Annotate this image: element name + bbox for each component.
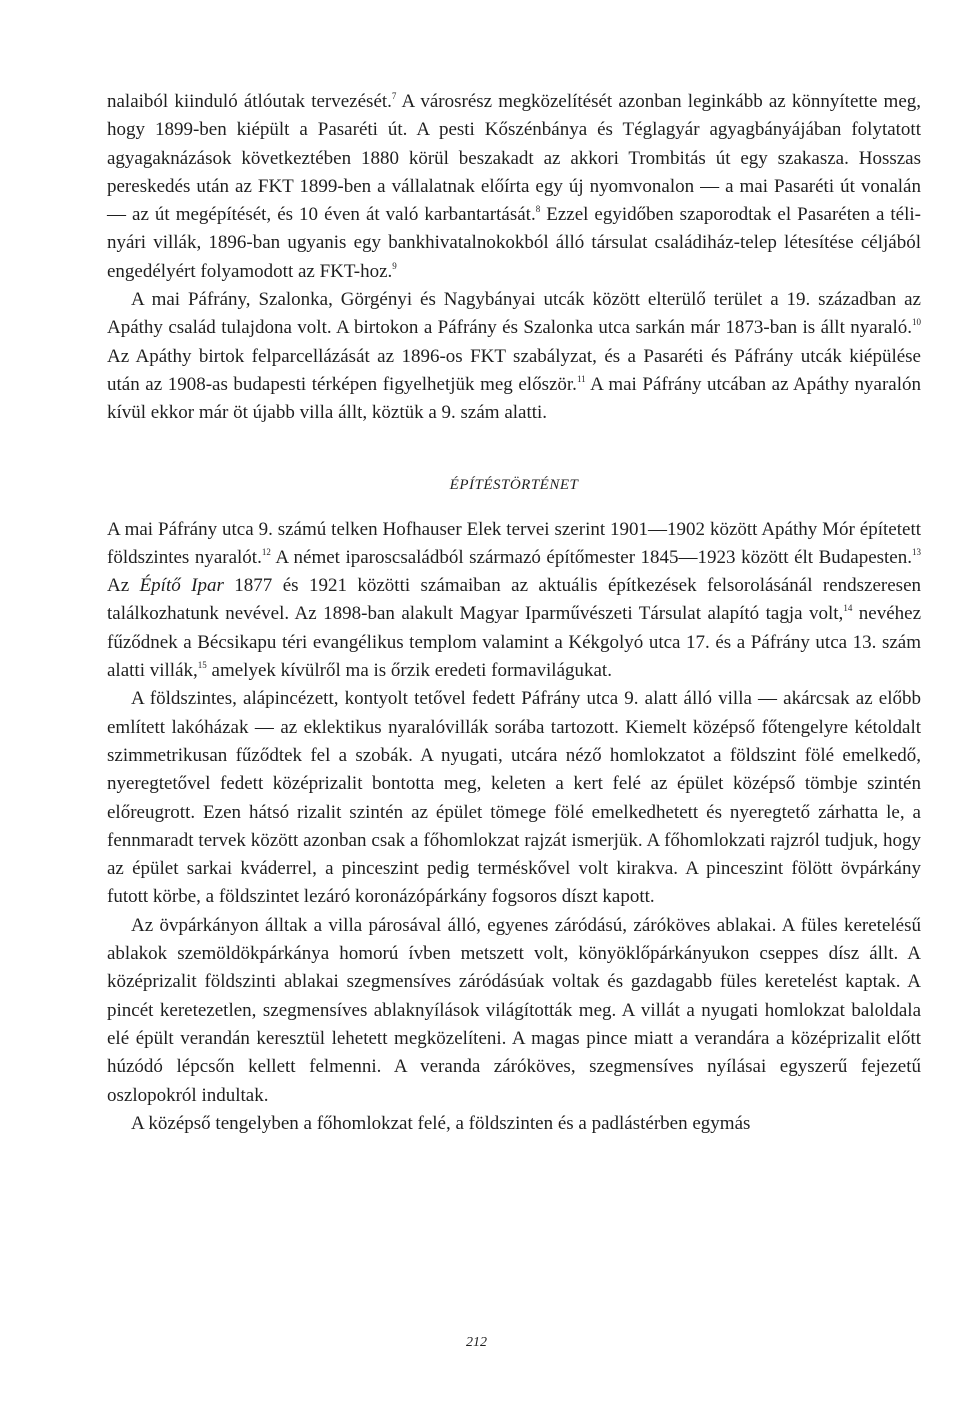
footnote-ref: 10 [912, 317, 921, 328]
text-run: A mai Páfrány utcában az Apáthy nyaralón kívül ekkor már öt újabb villa állt, köztük a 9. szám alatti. [107, 373, 921, 424]
footnote-ref: 12 [261, 546, 271, 557]
section-paragraph [107, 912, 921, 1110]
footnote-ref: 9 [392, 260, 397, 271]
text-run: A mai Páfrány, Szalonka, Görgényi és Nagybányai utcák között elterülő terület a 19. században az Apáthy család tulajdona volt. A birtokon a Páfrány és Szalonka utca sarkán már 1873-ban is állt nyaraló. [107, 289, 921, 339]
text-run: A városrész megközelítését azonban leginkább az könnyítette meg, hogy 1899-ben kiépült a Pasaréti út. A pesti Kőszénbánya és Téglagyár agyagbányájában folytatott agyagaknázások következtében 1880 körül beszakadt az akkori Trombitás út egy szakasza. Hosszas pereskedés után az FKT 1899-ben a vállalatnak előírta egy új nyomvonalon — a mai Pasaréti út vonalán — az út megépítését, és 10 éven át való karbantartását. [107, 91, 921, 226]
text-run: nevéhez fűződnek a Bécsikapu téri evangélikus templom valamint a Kékgolyó utca 17. és a Páfrány utca 13. szám alatti villák, [107, 603, 921, 682]
section-text-block [107, 516, 921, 1139]
text-run: Az [107, 575, 140, 597]
section-paragraph [107, 516, 921, 686]
text-run: Az Apáthy birtok felparcellázását az 1896-os FKT szabályzat, és a Pasaréti és Páfrány utcák kiépülése után az 1908-as budapesti térképen figyelhetjük meg először. [107, 345, 921, 395]
text-run: Ezzel egyidőben szaporodtak el Pasaréten a téli-nyári villák, 1896-ban ugyanis egy bankhivatalnokokból álló társulat családiház-telep létesítése céljából engedélyért folyamodott az FKT-hoz. [107, 204, 922, 282]
section-paragraph [107, 685, 921, 911]
footnote-ref: 13 [912, 546, 921, 557]
footnote-ref: 7 [391, 91, 397, 101]
intro-text-block [107, 88, 921, 428]
text-run: A középső tengelyben a főhomlokzat felé, a földszinten és a padlástérben egymás [131, 1112, 751, 1134]
text-run: Az övpárkányon álltak a villa párosával álló, egyenes záródású, záróköves ablakai. A füles keretelésű ablakok szemöldökpárkánya homorú ívben metszett volt, könyöklőpárkányukon cseppes dísz állt. A középrizalit földszinti ablakai szegmensíves záródásúak voltak és gazdagabb füles keretelést kaptak. A pincét keretezetlen, szegmensíves ablaknyílások világították meg. A villát a nyugati homlokzat baloldala elé épült verandán keresztül lehetett megközelíteni. A magas pince miatt a verandára a középrizalit előtt húzódó lépcsőn kellett felmenni. A veranda záróköves, szegmensíves nyílásai egyszerű fejezetű oszlopokról indultak. [107, 914, 921, 1106]
section-heading: ÉPÍTÉSTÖRTÉNET [449, 476, 579, 493]
text-run: A földszintes, alápincézett, kontyolt tetővel fedett Páfrány utca 9. alatt álló villa — akárcsak az előbb említett lakóházak — az eklektikus nyaralóvillák sorába tartozott. Kiemelt középső főtengelyre kétoldalt szimmetrikusan fűződtek fel a szobák. A nyugati, utcára néző homlokzatot a földszint fölé emelkedő, nyeregtetővel fedett középrizalit bontotta meg, keleten a kert felé az épület középső tömbje szintén előreugrott. Ezen hátsó rizalit szintén az épület tömege fölé emelkedhetett és nyeregtető zárhatta le, a fennmaradt tervek között azonban csak a főhomlokzat rajzát ismerjük. A főhomlokzati rajzról tudjuk, hogy az épület sarkai kváderrel, a pinceszint pedig terméskővel volt kirakva. A pinceszint fölött övpárkány futott körbe, a földszintet lezáró koronázópárkány fogsoros díszt kapott. [107, 688, 921, 908]
text-run: 1877 és 1921 közötti számaiban az aktuális építkezések felsorolásánál rendszeresen találkozhatunk nevével. Az 1898-ban alakult Magyar Iparművészeti Társulat alapító tagja volt, [107, 575, 922, 625]
page-body [107, 88, 921, 1138]
page-number: 212 [466, 1335, 487, 1350]
text-run: nalaiból kiinduló átlóutak tervezését. [107, 91, 392, 112]
footnote-ref: 14 [843, 603, 853, 614]
intro-paragraph [107, 286, 921, 427]
italic-title: Építő Ipar [139, 575, 224, 597]
text-run: A mai Páfrány utca 9. számú telken Hofhauser Elek tervei szerint 1901—1902 között Apáthy Mór építetett földszintes nyaralót. [107, 518, 921, 568]
section-paragraph [107, 1110, 921, 1138]
footnote-ref: 8 [535, 204, 541, 215]
footnote-ref: 11 [576, 373, 586, 384]
footnote-ref: 15 [197, 660, 207, 671]
intro-paragraph [107, 88, 921, 286]
text-run: A német iparoscsaládból származó építőmester 1845—1923 között élt Budapesten. [270, 546, 912, 568]
text-run: amelyek kívülről ma is őrzik eredeti formavilágukat. [206, 660, 612, 682]
